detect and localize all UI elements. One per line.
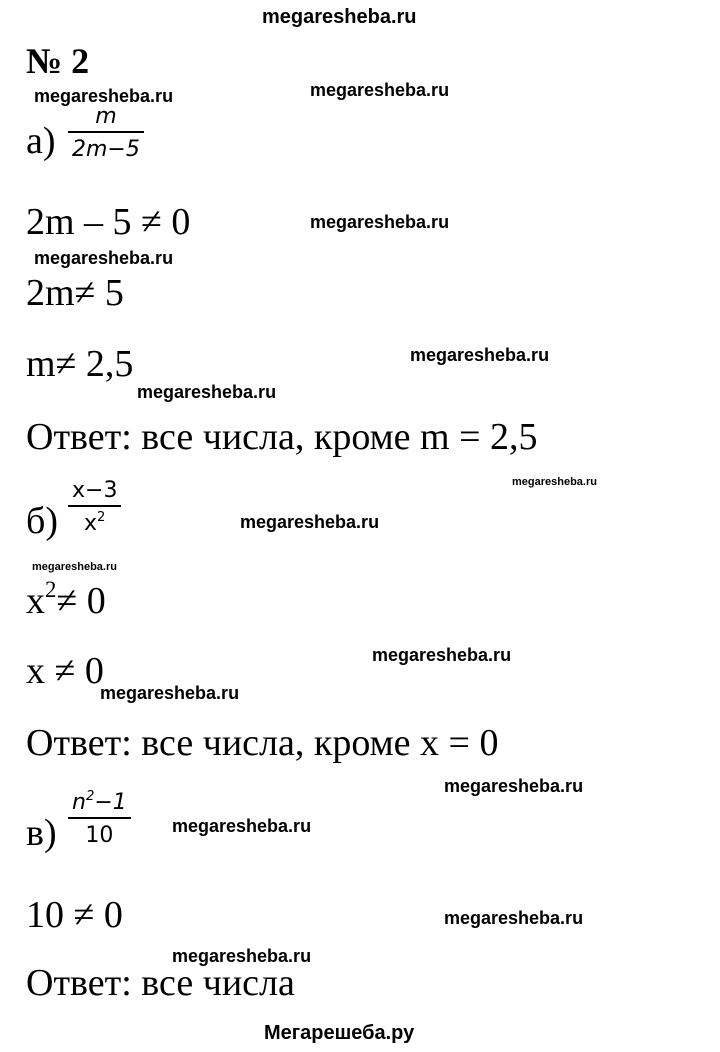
- part-a-denominator: 2m−5: [72, 137, 140, 163]
- part-b-step-1: $x^2\ne 0$: [26, 577, 106, 622]
- watermark: megaresheba.ru: [100, 683, 240, 703]
- part-a-step-2: 2m≠ 5: [26, 272, 124, 314]
- watermark: megaresheba.ru: [444, 776, 584, 796]
- watermark: megaresheba.ru: [310, 212, 450, 232]
- part-a-answer: Ответ: все числа, кроме m = 2,5: [26, 416, 538, 458]
- part-b-label: б): [26, 500, 58, 542]
- fraction-bar: [68, 505, 121, 507]
- part-c-denominator: 10: [85, 823, 114, 849]
- part-b-answer: Ответ: все числа, кроме x = 0: [26, 722, 499, 764]
- fraction-bar: [68, 131, 144, 133]
- part-c-numerator: $n^2-1$: [72, 788, 127, 815]
- watermark: megaresheba.ru: [34, 86, 174, 106]
- fraction-bar: [68, 817, 131, 819]
- part-a-label: а): [26, 120, 56, 162]
- footer-site-name: Мегарешеба.ру: [264, 1022, 415, 1044]
- part-c-step-1: 10 ≠ 0: [26, 894, 123, 936]
- part-c-fraction: [68, 790, 131, 849]
- watermark: megaresheba.ru: [444, 908, 584, 928]
- watermark: megaresheba.ru: [372, 645, 512, 665]
- part-b-numerator: x−3: [72, 478, 118, 503]
- part-a-step-1: 2m – 5 ≠ 0: [26, 201, 191, 243]
- watermark: megaresheba.ru: [172, 946, 312, 966]
- watermark: megaresheba.ru: [310, 80, 450, 100]
- watermark: megaresheba.ru: [410, 345, 550, 365]
- part-b-step-2: x ≠ 0: [26, 650, 104, 692]
- part-a-step-3: m≠ 2,5: [26, 343, 134, 385]
- watermark: megaresheba.ru: [240, 512, 380, 532]
- part-a-fraction: [68, 104, 144, 163]
- part-c-answer: Ответ: все числа: [26, 962, 295, 1004]
- part-c-label: в): [26, 812, 57, 854]
- part-a-numerator: m: [95, 104, 117, 129]
- part-b-denominator: $x^2$: [84, 510, 106, 537]
- watermark: megaresheba.ru: [32, 561, 117, 573]
- part-b-fraction: [68, 478, 121, 537]
- watermark: megaresheba.ru: [34, 248, 174, 268]
- problem-number: № 2: [26, 41, 90, 81]
- watermark: megaresheba.ru: [512, 476, 597, 488]
- watermark: megaresheba.ru: [137, 382, 277, 402]
- watermark: megaresheba.ru: [172, 816, 312, 836]
- header-site-name: megaresheba.ru: [262, 6, 417, 28]
